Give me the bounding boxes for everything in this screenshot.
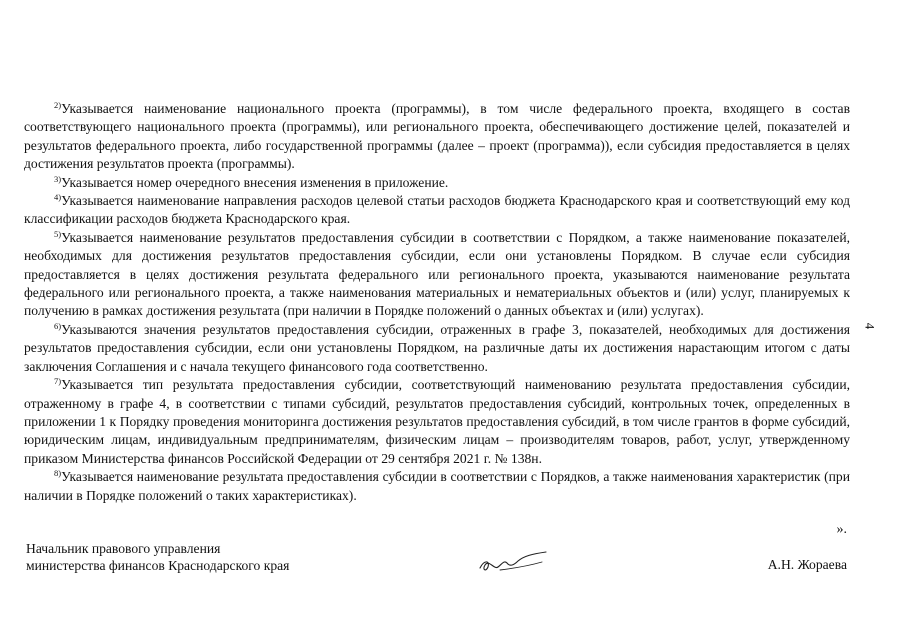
signatory-position — [26, 540, 289, 574]
footnote-number: 7) — [54, 376, 62, 387]
footnote-text: Указывается наименование направления расходов целевой статьи расходов бюджета Краснодарского края и соответствующий ему код классификации расходов бюджета Краснодарского края. — [24, 193, 850, 227]
footnote-number: 2) — [54, 100, 62, 110]
footnote-text: Указывается наименование национального проекта (программы), в том числе федерального проекта, входящего в состав соответствующего национального проекта (программы), или регионального проекта, обеспечивающего достижение целей, показателей и результатов федерального проекта, либо государственной программы (далее – проект (программа)), если субсидия предоставляется в целях достижения результатов проекта (программы). — [24, 101, 850, 172]
footnote-number: 8) — [54, 468, 62, 479]
footnote-number: 6) — [54, 320, 62, 331]
footnote-6 — [24, 321, 850, 376]
closing-quote: ». — [836, 522, 847, 537]
footnote-3 — [24, 174, 850, 192]
handwritten-signature — [476, 548, 556, 576]
footnotes — [24, 100, 850, 505]
footnote-8 — [24, 468, 850, 505]
footnote-5 — [24, 229, 850, 321]
footnote-text: Указывается наименование результата предоставления субсидии в соответствии с Порядков, а также наименования характеристик (при наличии в Порядке положений о таких характеристиках). — [24, 469, 850, 503]
footnote-number: 5) — [54, 228, 62, 239]
footnote-2 — [24, 100, 850, 174]
footnote-text: Указываются значения результатов предоставления субсидии, отраженных в графе 3, показателей, необходимых для достижения результатов предоставления субсидии, если они установлены Порядком, на различные даты их достижения нарастающим итогом с даты заключения Соглашения и с начала текущего финансового года соответственно. — [24, 321, 850, 374]
signer-name: А.Н. Жораева — [767, 557, 847, 572]
footnote-text: Указывается тип результата предоставления субсидии, соответствующий наименованию результата предоставления субсидии, отраженному в графе 4, в соответствии с типами субсидий, результатов предоставления субсидий, контрольных точек, определенных в приложении 1 к Порядку проведения мониторинга достижения результатов предоставления субсидий, в том числе грантов в форме субсидий, юридическим лицам, индивидуальным предпринимателям, физическим лицам – производителям товаров, работ, услуг, утвержденному приказом Министерства финансов Российской Федерации от 29 сентября 2021 г. № 138н. — [24, 377, 850, 466]
footnote-number: 3) — [54, 173, 62, 184]
footnote-number: 4) — [54, 192, 62, 203]
position-line-1: Начальник правового управления — [26, 541, 221, 556]
footnote-4 — [24, 192, 850, 229]
page-number: 4 — [862, 322, 878, 330]
position-line-2: министерства финансов Краснодарского края — [26, 558, 290, 573]
footnote-7 — [24, 376, 850, 468]
footnote-text: Указывается наименование результатов предоставления субсидии в соответствии с Порядком, а также наименование показателей, необходимых для достижения результатов предоставления субсидии, если они установлены Порядком. В случае если субсидия предоставляется в целях достижения результата федерального или регионального проекта, указываются наименование результата федерального или регионального проекта, а также наименования материальных и нематериальных объектов и (или) услуг, планируемых к получению в рамках достижения результата (при наличии в Порядке положений о данных объектах и (или) услугах). — [24, 229, 850, 319]
footnote-text: Указывается номер очередного внесения изменения в приложение. — [61, 174, 449, 190]
